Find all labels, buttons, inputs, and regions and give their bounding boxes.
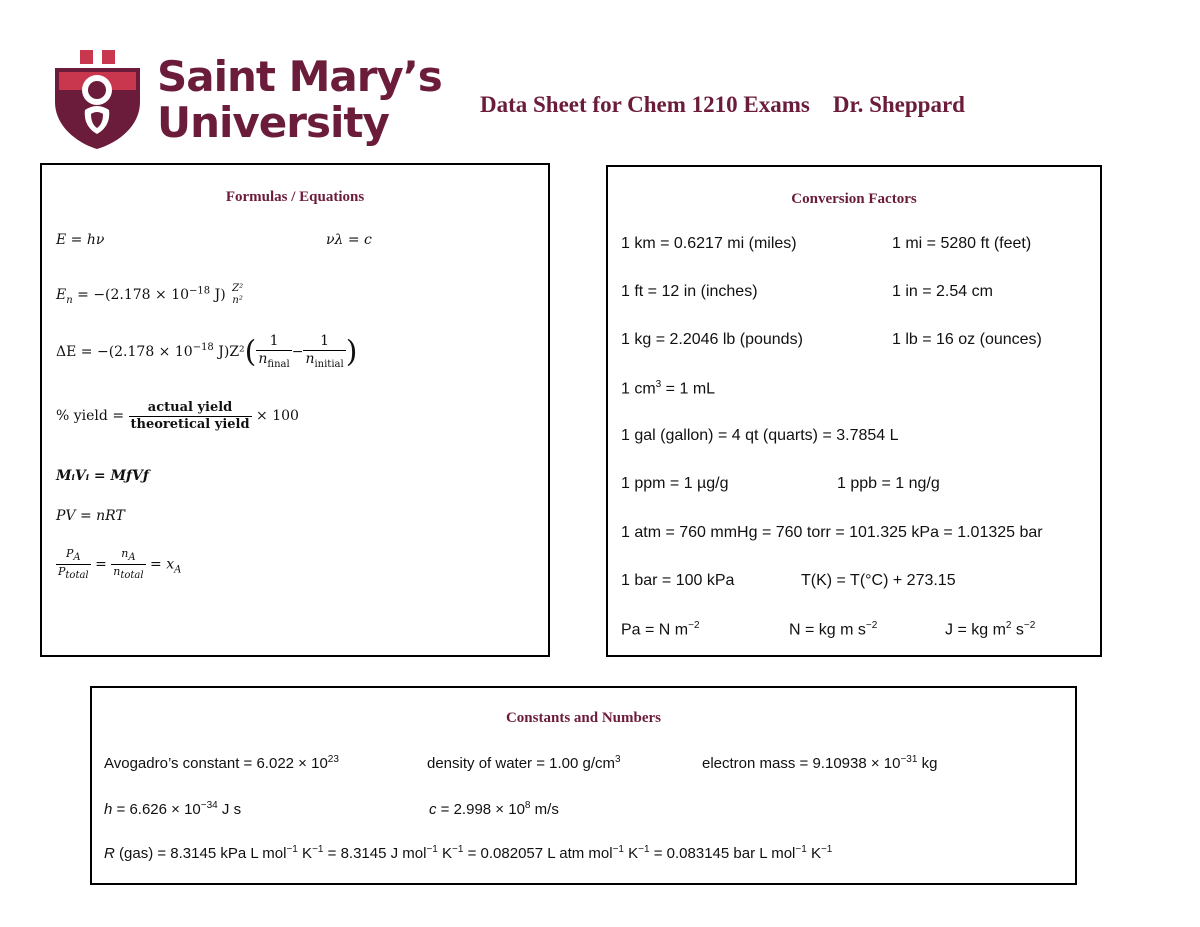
shield-crest-icon: [55, 50, 140, 150]
unit-pascal: Pa = N $m^{-2}$: [621, 620, 700, 639]
conversion-kg-lb: 1 kg = 2.2046 lb (pounds): [621, 331, 803, 348]
conversion-ppm: 1 ppm = 1 µg/g: [621, 475, 729, 492]
formula-wave: νλ = c: [326, 232, 372, 248]
constants-panel: [90, 686, 1077, 885]
constant-speed-of-light: $c = 2.998 \times 10^8$ m/s: [429, 800, 559, 818]
constant-electron-mass: electron mass = $9.10938 \times 10^{-31}$ kg: [702, 754, 938, 772]
constants-title: Constants and Numbers: [505, 710, 662, 726]
constant-avogadro: Avogadro’s constant = $6.022 \times 10^{23}$: [104, 754, 339, 772]
conversion-ft-in: 1 ft = 12 in (inches): [621, 283, 758, 300]
constant-water-density: density of water = 1.00 $g/cm^3$: [427, 754, 621, 772]
constant-planck: $h = 6.626 \times 10^{-34}$ J s: [104, 800, 242, 818]
conversion-temperature: T(K) = T(°C) + 273.15: [801, 572, 956, 589]
conversion-lb-oz: 1 lb = 16 oz (ounces): [892, 331, 1042, 348]
formula-ideal-gas: PV = nRT: [56, 508, 125, 524]
formula-dilution: MᵢVᵢ = MƒVƒ: [56, 468, 149, 484]
unit-joule: J = kg $m^2$ $s^{-2}$: [945, 620, 1036, 639]
formula-energy-transition: $\Delta E = -(2.178 \times 10^{-18}$ J)Z²( $\frac{1}{n_{final}}$ − $\frac{1}{n_{initial}}$ ): [56, 333, 358, 370]
conversion-in-cm: 1 in = 2.54 cm: [892, 283, 993, 300]
formula-percent-yield: % yield = $\frac{\text{actual yield}}{\text{theoretical yield}}$ × 100: [56, 400, 299, 432]
logo-text-line2: University: [157, 98, 389, 147]
formulas-panel: [40, 163, 550, 657]
formula-mole-fraction: $\frac{P_A}{P_{total}}$ = $\frac{n_A}{n_{total}}$ = $x_A$: [58, 547, 182, 582]
conversion-ppb: 1 ppb = 1 ng/g: [837, 475, 940, 492]
formula-energy-level: $E_n = -(2.178 \times 10^{-18}$ J) Z² n²: [56, 283, 244, 306]
logo-text-line1: Saint Mary’s: [157, 52, 442, 101]
conversion-gallon: 1 gal (gallon) = 4 qt (quarts) = 3.7854 L: [621, 427, 899, 444]
conversion-bar: 1 bar = 100 kPa: [621, 572, 735, 589]
conversion-factors-panel: [606, 165, 1102, 657]
conversion-mi-ft: 1 mi = 5280 ft (feet): [892, 235, 1032, 252]
conversion-title: Conversion Factors: [791, 191, 917, 207]
title-text: Data Sheet for Chem 1210 Exams: [480, 92, 810, 117]
author-text: Dr. Sheppard: [832, 92, 965, 117]
formulas-title: Formulas / Equations: [225, 189, 365, 205]
conversion-cm3-ml: 1 $cm^3 = 1$ mL: [621, 379, 716, 398]
formula-photon-energy: E = hν: [56, 232, 105, 248]
page-title: [480, 92, 965, 118]
conversion-atm: 1 atm = 760 mmHg = 760 torr = 101.325 kPa = 1.01325 bar: [621, 524, 1043, 541]
unit-newton: N = kg m $s^{-2}$: [789, 620, 878, 639]
constant-gas-constant: R (gas) = 8.3145 kPa L mol$^{-1}$ $K^{-1} = 8.3145$ J mol$^{-1}$ $K^{-1} = 0.082057$ L atm mol$^{-1}$ $K^{-1} = 0.083145$ bar L mol$^{-1}$ $K^{-1}$: [104, 844, 833, 862]
university-logo: [55, 50, 442, 150]
conversion-km-mi: 1 km = 0.6217 mi (miles): [621, 235, 797, 252]
